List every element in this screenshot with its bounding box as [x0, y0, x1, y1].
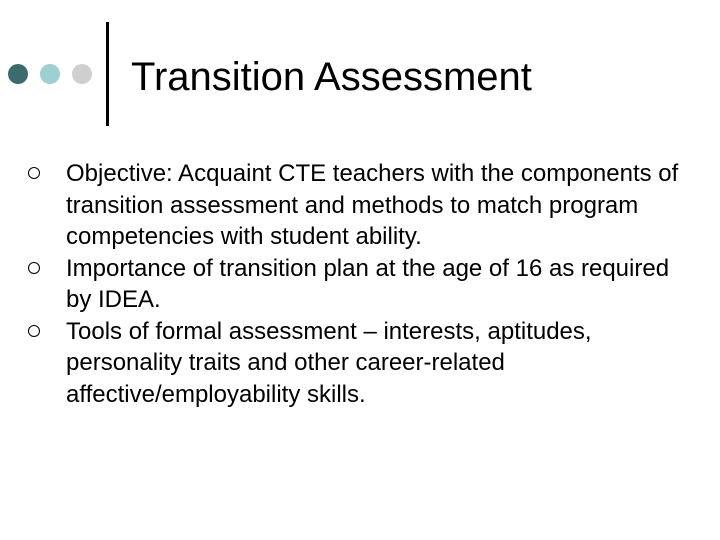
bullet-text: Importance of transition plan at the age of 16 as required by IDEA.	[66, 254, 670, 313]
hollow-circle-icon	[28, 325, 40, 337]
bullet-text: Objective: Acquaint CTE teachers with the components of transition assessment and methods to match program competencies with student ability.	[66, 160, 679, 250]
hollow-circle-icon	[28, 167, 40, 179]
bullet-list	[28, 158, 698, 410]
bullet-text: Tools of formal assessment – interests, aptitudes, personality traits and other career-related affective/employability skills.	[66, 317, 592, 408]
gray-dot-icon	[72, 64, 92, 84]
hollow-circle-icon	[28, 262, 40, 274]
bullet-item	[28, 158, 698, 253]
bullet-item	[28, 316, 698, 411]
slide-title: Transition Assessment	[131, 55, 532, 99]
title-divider	[106, 22, 109, 126]
bullet-item	[28, 253, 698, 316]
light-teal-dot-icon	[40, 64, 60, 84]
title-dots-decoration	[0, 0, 110, 130]
dark-teal-dot-icon	[8, 64, 28, 84]
